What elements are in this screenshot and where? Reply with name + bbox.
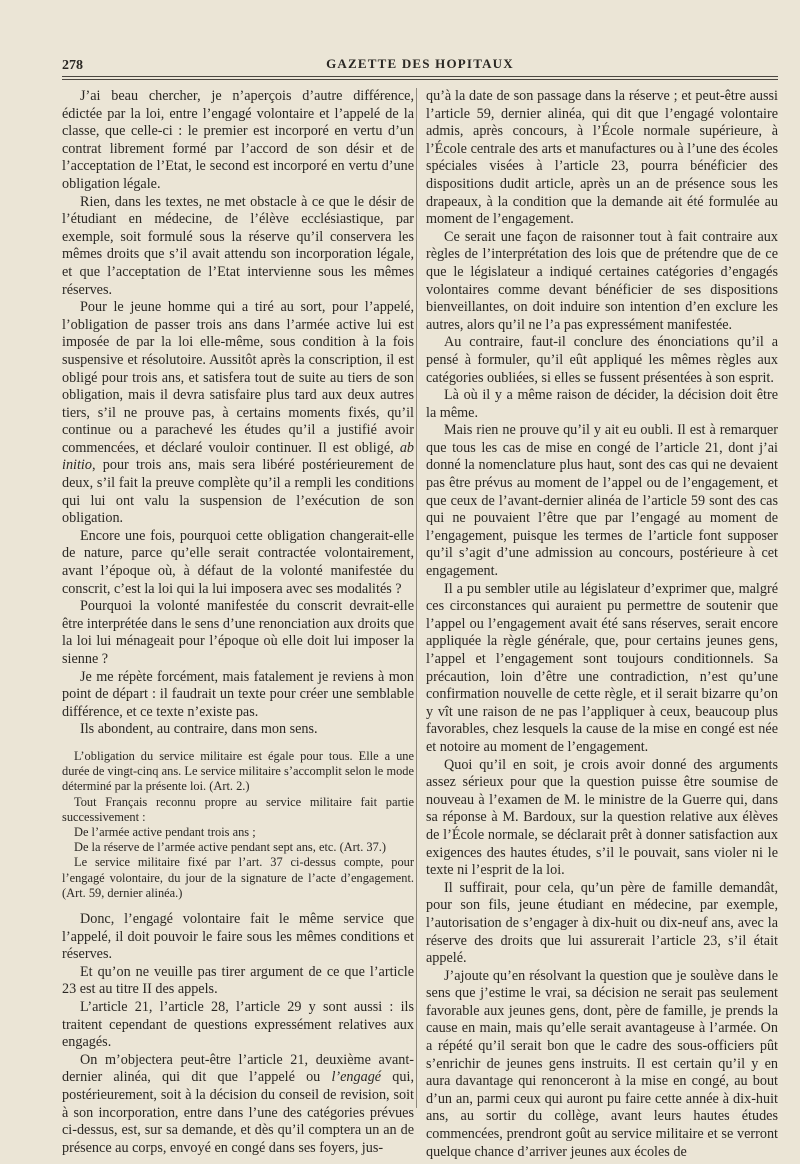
paragraph: Rien, dans les textes, ne met obstacle à ce que le désir de l’étudiant en médecine, de l’élève ecclésiastique, par exemple, soit formulé sous la réserve qu’il conservera les mêmes droits que s’il avait attendu son incorporation légale, et que l’acceptation de l’Etat intervienne sous les mêmes réserves.: [62, 193, 414, 298]
right-column: [426, 88, 778, 1161]
page-number: 278: [62, 58, 83, 73]
paragraph: On m’objectera peut-être l’article 21, deuxième avant-dernier alinéa, qui dit que l’appelé ou l’engagé qui, postérieurement, soit à la décision du conseil de revision, soit à son incorporation, entre dans l’une des catégories prévues ci-dessus, est, sur sa demande, et dès qu’il comptera un an de présence au corps, envoyé en congé dans ses foyers, jus-: [62, 1051, 414, 1156]
paragraph: Donc, l’engagé volontaire fait le même service que l’appelé, il doit pouvoir le faire sous les mêmes conditions et réserves.: [62, 911, 414, 963]
paragraph: Pourquoi la volonté manifestée du conscrit devrait-elle être interprétée dans le sens d’une renonciation aux droits que la loi lui ménageait pour l’époque où elle doit lui imposer la sienne ?: [62, 598, 414, 667]
paragraph: Encore une fois, pourquoi cette obligation changerait-elle de nature, parce qu’elle serait contractée volontairement, avant l’époque où, à défaut de la volonté manifestée du conscrit, c’est la loi qui la lui imposera avec ses modalités ?: [62, 527, 414, 597]
citation-line: Le service militaire fixé par l’art. 37 ci-dessus compte, pour l’engagé volontaire, du jour de la signature de l’acte d’engagement. (Art. 59, dernier alinéa.): [62, 855, 414, 900]
left-column: [62, 88, 414, 1157]
paragraph: qu’à la date de son passage dans la réserve ; et peut-être aussi l’article 59, dernier alinéa, qui dit que l’engagé volontaire admis, après concours, à l’École normale supérieure, à l’École centrale des arts et manufactures ou à l’une des écoles spéciales visées à l’article 23, pourra bénéficier des dispositions dudit article, après un an de présence sous les drapeaux, à la condition que la demande ait été formulée au moment de l’engagement.: [426, 88, 778, 228]
paragraph: Il a pu sembler utile au législateur d’exprimer que, malgré ces circonstances qui auraient pu permettre de soutenir que l’appel ou l’engagement avait été sans réserves, serait encore appliquée la règle générale, que, pour certains jeunes gens, l’appel et l’engagement sont toujours conditionnels. Sa précaution, loin d’être une contradiction, n’est qu’une confirmation nouvelle de cette règle, et il serait bizarre qu’on y vît une raison de ne pas l’appliquer à ceux, beaucoup plus favorables, chez lesquels la cause de la mise en congé est née et notoire au moment de l’engagement.: [426, 580, 778, 755]
paragraph: Quoi qu’il en soit, je crois avoir donné des arguments assez sérieux pour que la question puisse être soumise de nouveau à l’examen de M. le ministre de la Guerre qui, dans sa réponse à M. Bardoux, sur la question relative aux élèves de l’École normale, se déclarait prêt à donner satisfaction aux exigences des hautes études, s’il le pouvait, sans violer ni le texte ni l’esprit de la loi.: [426, 756, 778, 879]
header-rule: [62, 76, 778, 77]
law-citation-block: [62, 749, 414, 901]
paragraph: Mais rien ne prouve qu’il y ait eu oubli. Il est à remarquer que tous les cas de mise en congé de l’article 21, dont j’ai donné la nomenclature plus haut, sont des cas qui ne devaient pas être prévus au moment de l’appel ou de l’engagement, et que ceux de l’avant-dernier alinéa de l’article 59 sont des cas qui ne pouvaient l’être que par l’engagé au moment de l’engagement, puisque les termes de l’article font supposer qu’il s’agit d’une admission au concours, postérieure à cet engagement.: [426, 422, 778, 580]
paragraph: J’ai beau chercher, je n’aperçois d’autre différence, édictée par la loi, entre l’engagé volontaire et l’appelé de la classe, que celle-ci : le premier est incorporé en vertu d’un contrat librement formé par l’accord de son désir et de l’acceptation de l’Etat, le second est incorporé en vertu d’une obligation légale.: [62, 88, 414, 192]
citation-line: De l’armée active pendant trois ans ;: [74, 824, 256, 839]
header-rule-double: [62, 79, 778, 80]
paragraph: Pour le jeune homme qui a tiré au sort, pour l’appelé, l’obligation de passer trois ans dans l’armée active lui est imposée de par la loi elle-même, sous condition à la fois suspensive et résolutoire. Aussitôt après la conscription, il est obligé pour trois ans, et satisfera tout de suite au tiers de son obligation, mais il devra satisfaire plus tard aux deux autres tiers, s’il ne prouve pas, à certains moments fixés, qu’il continue ou a parachevé les études qu’il a justifié avoir commencées, et déclaré vouloir continuer. Il est obligé, ab initio, pour trois ans, mais sera libéré postérieurement de deux, s’il fait la preuve complète qu’il a rempli les conditions qui lui ont valu la suspension de l’exécution de son obligation.: [62, 299, 414, 527]
paragraph: Ils abondent, au contraire, dans mon sens.: [80, 721, 318, 738]
paragraph: J’ajoute qu’en résolvant la question que je soulève dans le sens que j’estime le vrai, sa décision ne serait pas seulement favorable aux jeunes gens, dont, père de famille, je prends la cause en main, mais qu’elle serait avantageuse à l’armée. On a répété qu’il serait bon que le cadre des sous-officiers pût s’enrichir de jeunes gens instruits. Il est certain qu’il y en aura davantage qui renonceront à la mise en congé, au bout d’un an, parmi ceux qui auront pu faire cette année à dix-huit ans, au sortir du collège, avant leurs hautes études commencées, prendront goût au service militaire et se verront quelque chance d’arriver jeunes aux écoles de: [426, 967, 778, 1160]
paragraph: Au contraire, faut-il conclure des énonciations qu’il a pensé à formuler, qu’il eût appliqué les mêmes règles aux catégories oubliées, si elles se fussent présentées à son esprit.: [426, 334, 778, 386]
page-header: [62, 56, 778, 74]
paragraph: Je me répète forcément, mais fatalement je reviens à mon point de départ : il faudrait un texte pour créer une semblable différence, et ce texte n’existe pas.: [62, 668, 414, 720]
paragraph: Ce serait une façon de raisonner tout à fait contraire aux règles de l’interprétation des lois que de prétendre que de ce que le législateur a indiqué certaines catégories d’engagés volontaires comme devant bénéficier de ses dispositions bienveillantes, on doit induire son intention d’en exclure les autres, alors qu’il ne l’a pas expressément manifestée.: [426, 228, 778, 333]
paragraph: Il suffirait, pour cela, qu’un père de famille demandât, pour son fils, jeune étudiant en médecine, par exemple, l’autorisation de s’engager à dix-huit ou dix-neuf ans, avec la réserve des droits que lui assurerait l’article 23, s’il était appelé.: [426, 879, 778, 967]
running-title: GAZETTE DES HOPITAUX: [326, 56, 514, 71]
citation-line: Tout Français reconnu propre au service militaire fait partie successivement :: [62, 794, 414, 824]
citation-line: De la réserve de l’armée active pendant sept ans, etc. (Art. 37.): [74, 840, 387, 855]
paragraph: Là où il y a même raison de décider, la décision doit être la même.: [426, 387, 778, 421]
column-divider: [416, 88, 417, 1108]
citation-line: L’obligation du service militaire est égale pour tous. Elle a une durée de vingt-cinq ans. Le service militaire s’accomplit selon le mode déterminé par la présente loi. (Art. 2.): [62, 748, 414, 794]
paragraph: L’article 21, l’article 28, l’article 29 y sont aussi : ils traitent cependant de questions expressément relatives aux engagés.: [62, 998, 414, 1051]
paragraph: Et qu’on ne veuille pas tirer argument de ce que l’article 23 est au titre II des appels.: [62, 963, 414, 998]
